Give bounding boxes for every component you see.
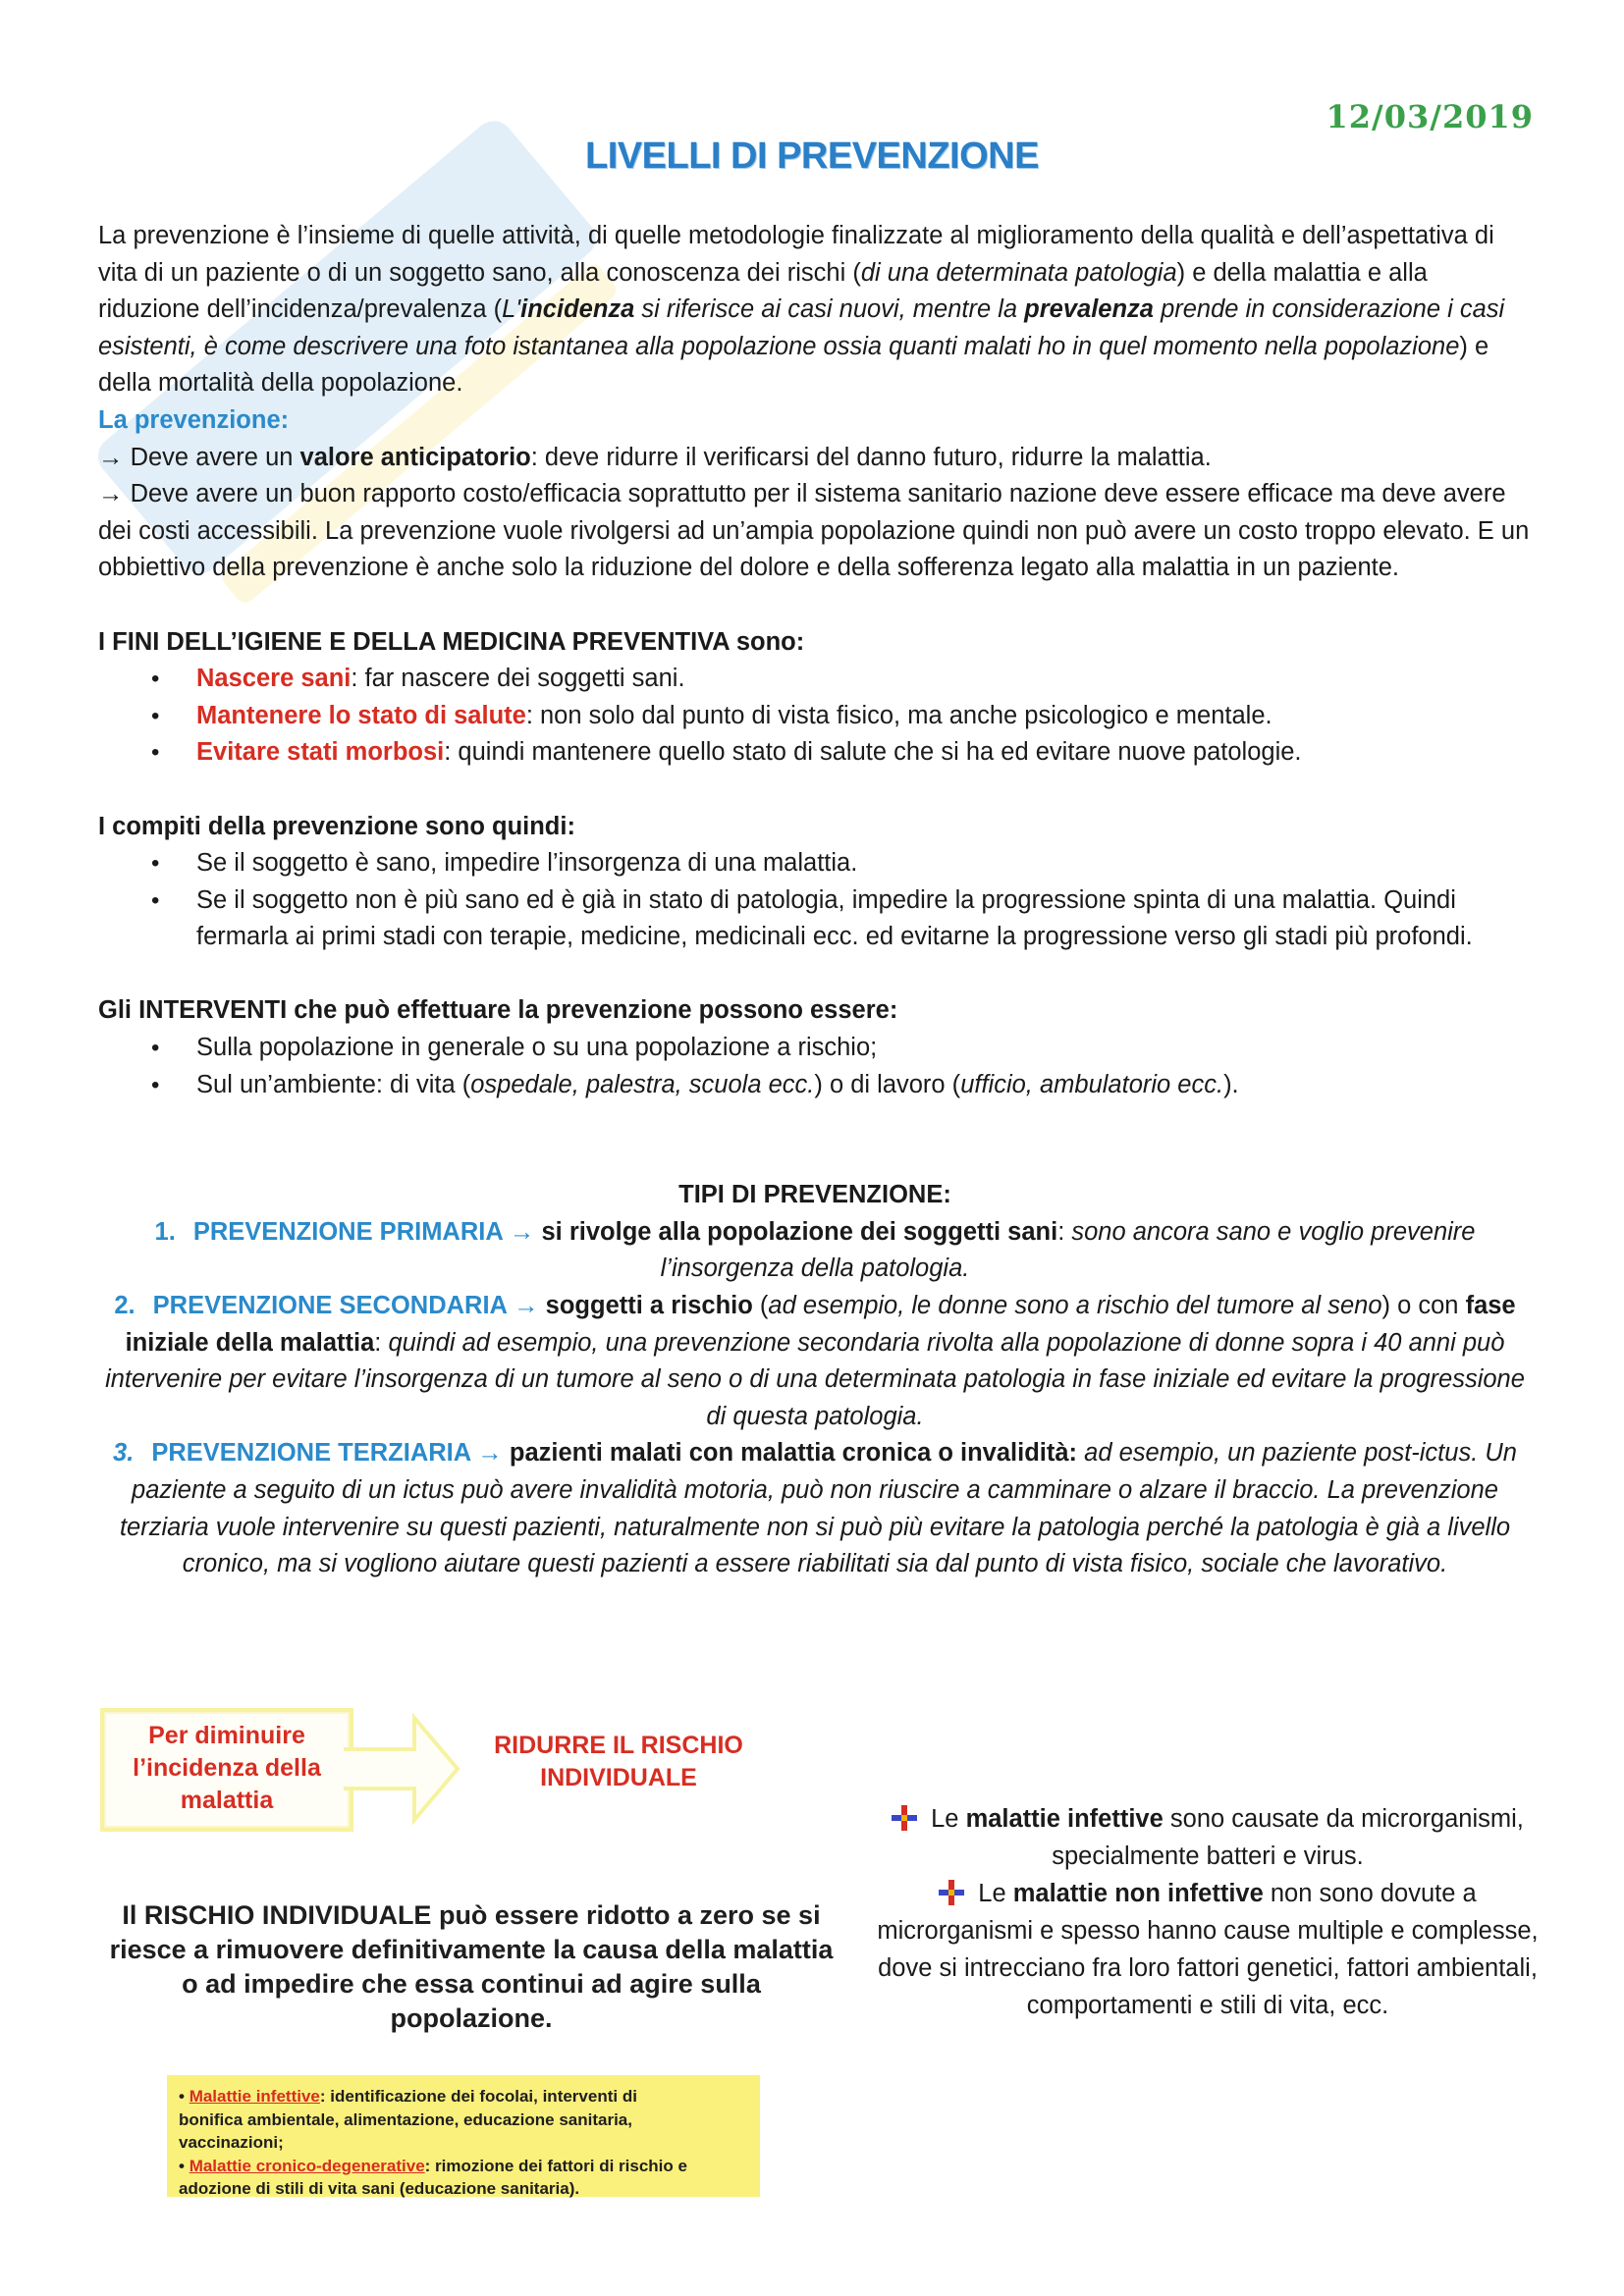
arrow-right-icon (344, 1708, 461, 1830)
list-item: • Nascere sani: far nascere dei soggetti sani. (196, 661, 1532, 698)
tipi-list (98, 1214, 1532, 1583)
bullet-cross-icon (939, 1880, 964, 1905)
compiti-heading: I compiti della prevenzione sono quindi: (98, 812, 575, 840)
fini-heading: I FINI DELL’IGIENE E DELLA MEDICINA PREVENTIVA sono: (98, 627, 805, 656)
disease-types (864, 1800, 1551, 2024)
interventi-heading: Gli INTERVENTI che può effettuare la prevenzione possono essere: (98, 996, 898, 1025)
list-item: • Se il soggetto è sano, impedire l’insorgenza di una malattia. (196, 845, 1532, 882)
prevention-line-2: → Deve avere un buon rapporto costo/efficacia soprattutto per il sistema sanitario nazione deve essere efficace ma deve avere dei costi accessibili. La prevenzione vuole rivolgersi ad un’ampia popolazione quindi non può avere un costo troppo elevato. E un obbiettivo della prevenzione è anche solo la riduzione del dolore e della sofferenza legato alla malattia in un paziente. (98, 480, 1530, 582)
list-item: • Mantenere lo stato di salute: non solo dal punto di vista fisico, ma anche psicologico e mentale. (196, 698, 1532, 735)
bullet-cross-icon (892, 1805, 917, 1831)
intro-paragraph: La prevenzione è l’insieme di quelle attività, di quelle metodologie finalizzate al miglioramento della qualità e dell’aspettativa di vita di un paziente o di un soggetto sano, alla conoscenza dei rischi (di una determinata patologia) e della malattia e alla riduzione dell’incidenza/prevalenza (L'incidenza si riferisce ai casi nuovi, mentre la prevalenza prende in considerazione i casi esistenti, è come descrivere una foto istantanea alla popolazione ossia quanti malati ho in quel momento nella popolazione) e della mortalità della popolazione. (98, 222, 1505, 398)
prevention-heading: La prevenzione: (98, 405, 290, 434)
list-item: • Evitare stati morbosi: quindi mantenere quello stato di salute che si ha ed evitare nuove patologie. (196, 734, 1532, 772)
measures-box: • Malattie infettive: identificazione dei focolai, interventi di bonifica ambientale, alimentazione, educazione sanitaria, vaccinazioni; • Malattie cronico-degenerative: rimozione dei fattori di rischio e adozione di stili di vita sani (educazione sanitaria). (167, 2075, 760, 2197)
infectious-item: Le malattie infettive sono causate da microrganismi, specialmente batteri e virus. (864, 1800, 1551, 1875)
tipi-heading: TIPI DI PREVENZIONE: (678, 1181, 951, 1209)
list-item: • Sul un’ambiente: di vita (ospedale, palestra, scuola ecc.) o di lavoro (ufficio, ambulatorio ecc.). (196, 1067, 1532, 1104)
document-date: 12/03/2019 (1326, 98, 1534, 135)
interventi-list (98, 1030, 1532, 1103)
prevention-type-tertiary: 3. PREVENZIONE TERZIARIA → pazienti malati con malattia cronica o invalidità: ad esempio, un paziente post-ictus. Un paziente a seguito di un ictus può avere invalidità motoria, può non riuscire a camminare o alzare il braccio. La prevenzione terziaria vuole intervenire su questi pazienti, naturalmente non si può più evitare la patologia perché la patologia è già a livello cronico, ma si vogliono aiutare questi pazienti a essere riabilitati sia dal punto di vista fisico, sociale che lavorativo. (113, 1439, 1517, 1578)
reduce-risk-text: RIDURRE IL RISCHIO INDIVIDUALE (494, 1732, 743, 1791)
prevention-type-secondary: 2. PREVENZIONE SECONDARIA → soggetti a rischio (ad esempio, le donne sono a rischio del tumore al seno) o con fase iniziale della malattia: quindi ad esempio, una prevenzione secondaria rivolta alla popolazione di donne sopra i 40 anni può intervenire per evitare l’insorgenza di un tumore al seno o di una determinata patologia in fase iniziale ed evitare la progressione di questa patologia. (105, 1292, 1525, 1430)
non-infectious-item: Le malattie non infettive non sono dovute a microrganismi e spesso hanno cause multiple e complesse, dove si intrecciano fra loro fattori genetici, fattori ambientali, comportamenti e stili di vita, ecc. (877, 1880, 1539, 2019)
list-item: • Se il soggetto non è più sano ed è già in stato di patologia, impedire la progressione spinta di una malattia. Quindi fermarla ai primi stadi con terapie, medicine, medicinali ecc. ed evitarne la progressione verso gli stadi più profondi. (196, 882, 1532, 956)
prevention-type-primary: 1. PREVENZIONE PRIMARIA → si rivolge alla popolazione dei soggetti sani: sono ancora sano e voglio prevenire l’insorgenza della patologia. (154, 1217, 1476, 1283)
compiti-list (98, 845, 1532, 956)
list-item: • Sulla popolazione in generale o su una popolazione a rischio; (196, 1030, 1532, 1067)
fini-list (98, 661, 1532, 772)
incidence-box-text: Per diminuire l’incidenza della malattia (133, 1722, 321, 1814)
page-title: LIVELLI DI PREVENZIONE (585, 135, 1039, 177)
prevention-line-1: → Deve avere un valore anticipatorio: deve ridurre il verificarsi del danno futuro, ridurre la malattia. (98, 443, 1212, 471)
document-body (98, 218, 1532, 1583)
individual-risk-text: Il RISCHIO INDIVIDUALE può essere ridotto a zero se si riesce a rimuovere definitivamente la causa della malattia o ad impedire che essa continui ad agire sulla popolazione. (109, 1900, 834, 2033)
incidence-box (100, 1708, 353, 1832)
